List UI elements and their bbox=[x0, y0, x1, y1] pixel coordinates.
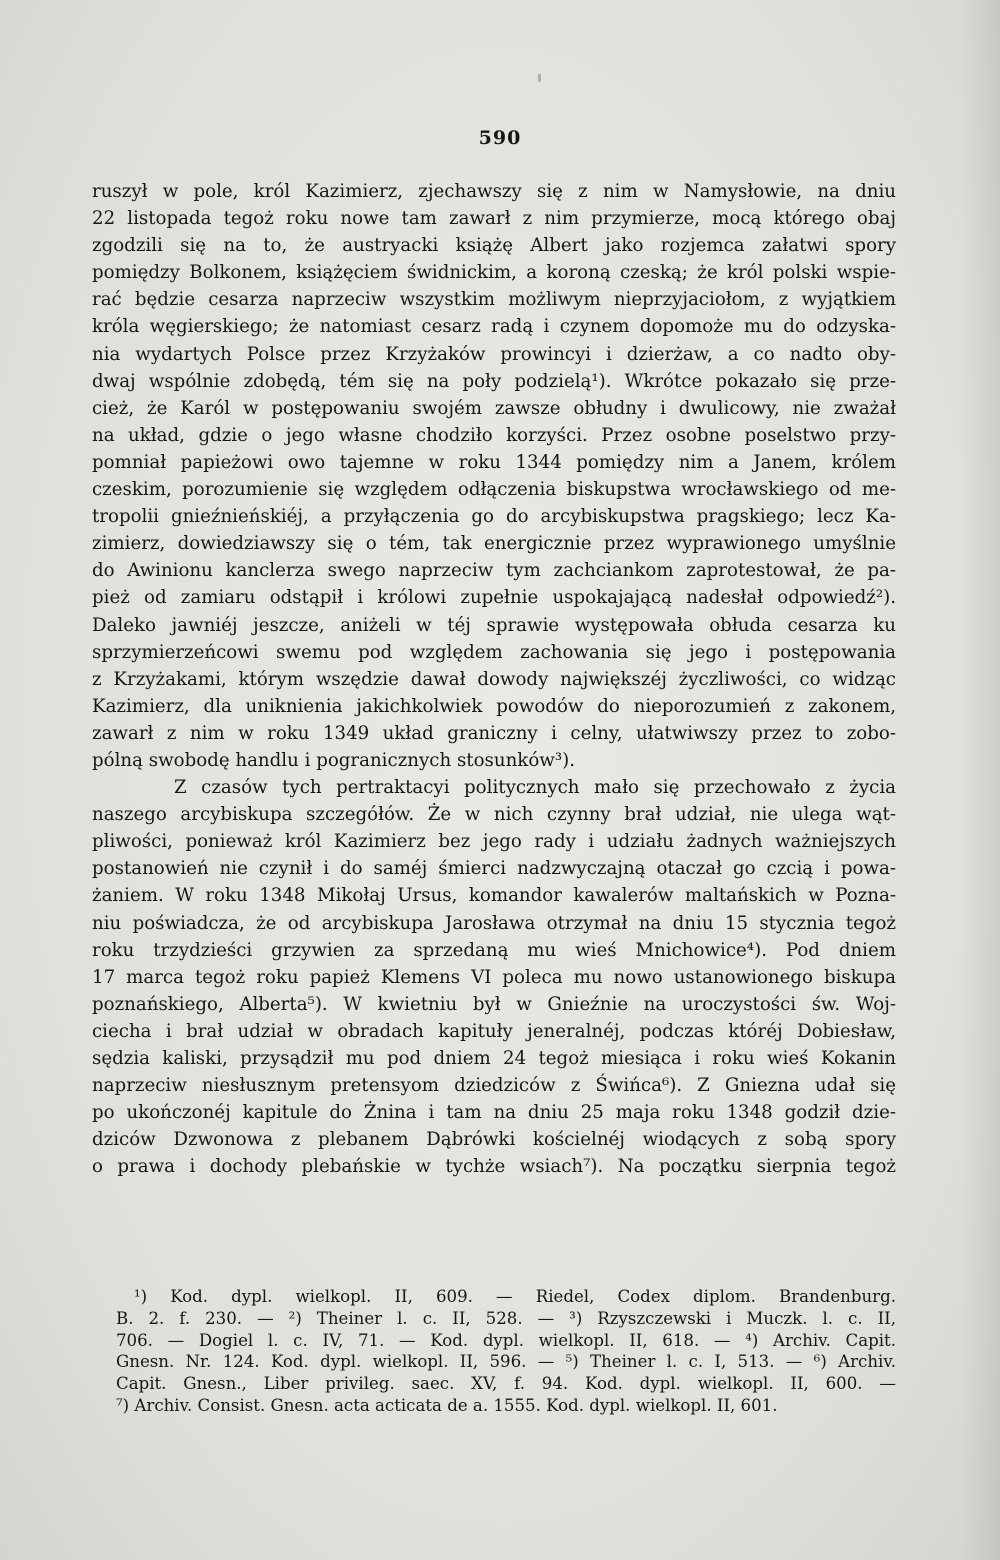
scan-speck bbox=[538, 74, 541, 82]
body-line: zgodzili się na to, że austryacki książę Albert jako rozjemca załatwi spory bbox=[92, 235, 896, 257]
body-line: poznańskiego, Alberta⁵). W kwietniu był w Gnieźnie na uroczystości św. Woj- bbox=[92, 993, 896, 1015]
body-line: czeskim, porozumienie się względem odłączenia biskupstwa wrocławskiego od me- bbox=[92, 479, 896, 501]
body-line: naszego arcybiskupa szczegółów. Że w nich czynny brał udział, nie ulega wąt- bbox=[92, 804, 896, 826]
body-line: roku trzydzieści grzywien za sprzedaną mu wieś Mnichowice⁴). Pod dniem bbox=[92, 939, 896, 961]
body-line: dwaj wspólnie zdobędą, tém się na poły podzielą¹). Wkrótce pokazało się prze- bbox=[92, 370, 896, 392]
body-line: pomiędzy Bolkonem, książęciem świdnickim, a koroną czeską; że król polski wspie- bbox=[92, 262, 896, 284]
body-line: na układ, gdzie o jego własne chodziło korzyści. Przez osobne poselstwo przy- bbox=[92, 424, 896, 446]
body-line: zawarł z nim w roku 1349 układ graniczny i celny, ułatwiwszy przez to zobo- bbox=[92, 722, 896, 744]
body-line: postanowień nie czynił i do saméj śmierci nadzwyczajną otaczał go czcią i powa- bbox=[92, 858, 896, 880]
body-line: pólną swobodę handlu i pogranicznych stosunków³). bbox=[92, 749, 575, 771]
body-line: Kazimierz, dla uniknienia jakichkolwiek powodów do nieporozumień z zakonem, bbox=[92, 695, 896, 717]
body-line: Daleko jawniéj jeszcze, aniżeli w téj sprawie występowała obłuda cesarza ku bbox=[92, 614, 896, 636]
body-line: naprzeciw niesłusznym pretensyom dziedziców z Świńca⁶). Z Gniezna udał się bbox=[92, 1075, 896, 1097]
body-line: niu poświadcza, że od arcybiskupa Jarosława otrzymał na dniu 15 stycznia tegoż bbox=[92, 912, 896, 934]
footnotes bbox=[116, 1286, 896, 1417]
footnote-line: 706. — Dogiel l. c. IV, 71. — Kod. dypl. wielkopl. II, 618. — ⁴) Archiv. Capit. bbox=[116, 1330, 896, 1350]
body-line: pomniał papieżowi owo tajemne w roku 1344 pomiędzy nim a Janem, królem bbox=[92, 451, 896, 473]
body-line: tropolii gnieźnieńskiéj, a przyłączenia go do arcybiskupstwa pragskiego; lecz Ka- bbox=[92, 506, 896, 528]
body-line: po ukończonéj kapitule do Żnina i tam na dniu 25 maja roku 1348 godził dzie- bbox=[92, 1102, 896, 1124]
footnote-line: B. 2. f. 230. — ²) Theiner l. c. II, 528. — ³) Rzyszczewski i Muczk. l. c. II, bbox=[116, 1308, 896, 1328]
body-text bbox=[92, 178, 896, 1180]
body-line: do Awinionu kanclerza swego naprzeciw tym zachciankom zaprotestował, że pa- bbox=[92, 560, 896, 582]
paragraph-start-line: Z czasów tych pertraktacyi politycznych mało się przechowało z życia bbox=[174, 777, 896, 799]
body-line: sprzymierzeńcowi swemu pod względem zachowania się jego i postępowania bbox=[92, 641, 896, 663]
body-line: z Krzyżakami, którym wszędzie dawał dowody największéj życzliwości, co widząc bbox=[92, 668, 896, 690]
body-line: rać będzie cesarza naprzeciw wszystkim możliwym nieprzyjaciołom, z wyjątkiem bbox=[92, 289, 896, 311]
body-line: pież od zamiaru odstąpił i królowi zupełnie uspokajającą nadesłał odpowiedź²). bbox=[92, 587, 896, 609]
footnote-line: ¹) Kod. dypl. wielkopl. II, 609. — Riedel, Codex diplom. Brandenburg. bbox=[134, 1287, 896, 1306]
body-line: 22 listopada tegoż roku nowe tam zawarł z nim przymierze, mocą którego obaj bbox=[92, 208, 896, 230]
body-line: dziców Dzwonowa z plebanem Dąbrówki kościelnéj wiodących z sobą spory bbox=[92, 1129, 896, 1151]
body-line: ciecha i brał udział w obradach kapituły jeneralnéj, podczas któréj Dobiesław, bbox=[92, 1020, 896, 1042]
body-line: pliwości, ponieważ król Kazimierz bez jego rady i udziału żadnych ważniejszych bbox=[92, 831, 896, 853]
page-edge-shadow bbox=[960, 0, 1000, 1560]
body-line: żaniem. W roku 1348 Mikołaj Ursus, komandor kawalerów maltańskich w Pozna- bbox=[92, 885, 896, 907]
body-line: 17 marca tegoż roku papież Klemens VI poleca mu nowo ustanowionego biskupa bbox=[92, 966, 896, 988]
page-number: 590 bbox=[478, 127, 522, 149]
body-line: ruszył w pole, król Kazimierz, zjechawszy się z nim w Namysłowie, na dniu bbox=[92, 181, 896, 202]
body-line: zimierz, dowiedziawszy się o tém, tak energicznie przez wyprawionego umyślnie bbox=[92, 533, 896, 555]
body-line: cież, że Karól w postępowaniu swojém zawsze obłudny i dwulicowy, nie zważał bbox=[92, 397, 896, 419]
footnote-line: ⁷) Archiv. Consist. Gnesn. acta acticata de a. 1555. Kod. dypl. wielkopl. II, 601. bbox=[116, 1395, 778, 1415]
body-line: o prawa i dochody plebańskie w tychże wsiach⁷). Na początku sierpnia tegoż bbox=[92, 1156, 896, 1178]
footnote-line: Capit. Gnesn., Liber privileg. saec. XV, f. 94. Kod. dypl. wielkopl. II, 600. — bbox=[116, 1374, 896, 1394]
footnote-line: Gnesn. Nr. 124. Kod. dypl. wielkopl. II, 596. — ⁵) Theiner l. c. I, 513. — ⁶) Archiv. bbox=[116, 1352, 896, 1372]
body-line: sędzia kaliski, przysądził mu pod dniem 24 tegoż miesiąca i roku wieś Kokanin bbox=[92, 1048, 896, 1069]
body-line: nia wydartych Polsce przez Krzyżaków prowincyi i dzierżaw, a co nadto oby- bbox=[92, 343, 896, 365]
body-line: króla węgierskiego; że natomiast cesarz radą i czynem dopomoże mu do odzyska- bbox=[92, 316, 896, 338]
